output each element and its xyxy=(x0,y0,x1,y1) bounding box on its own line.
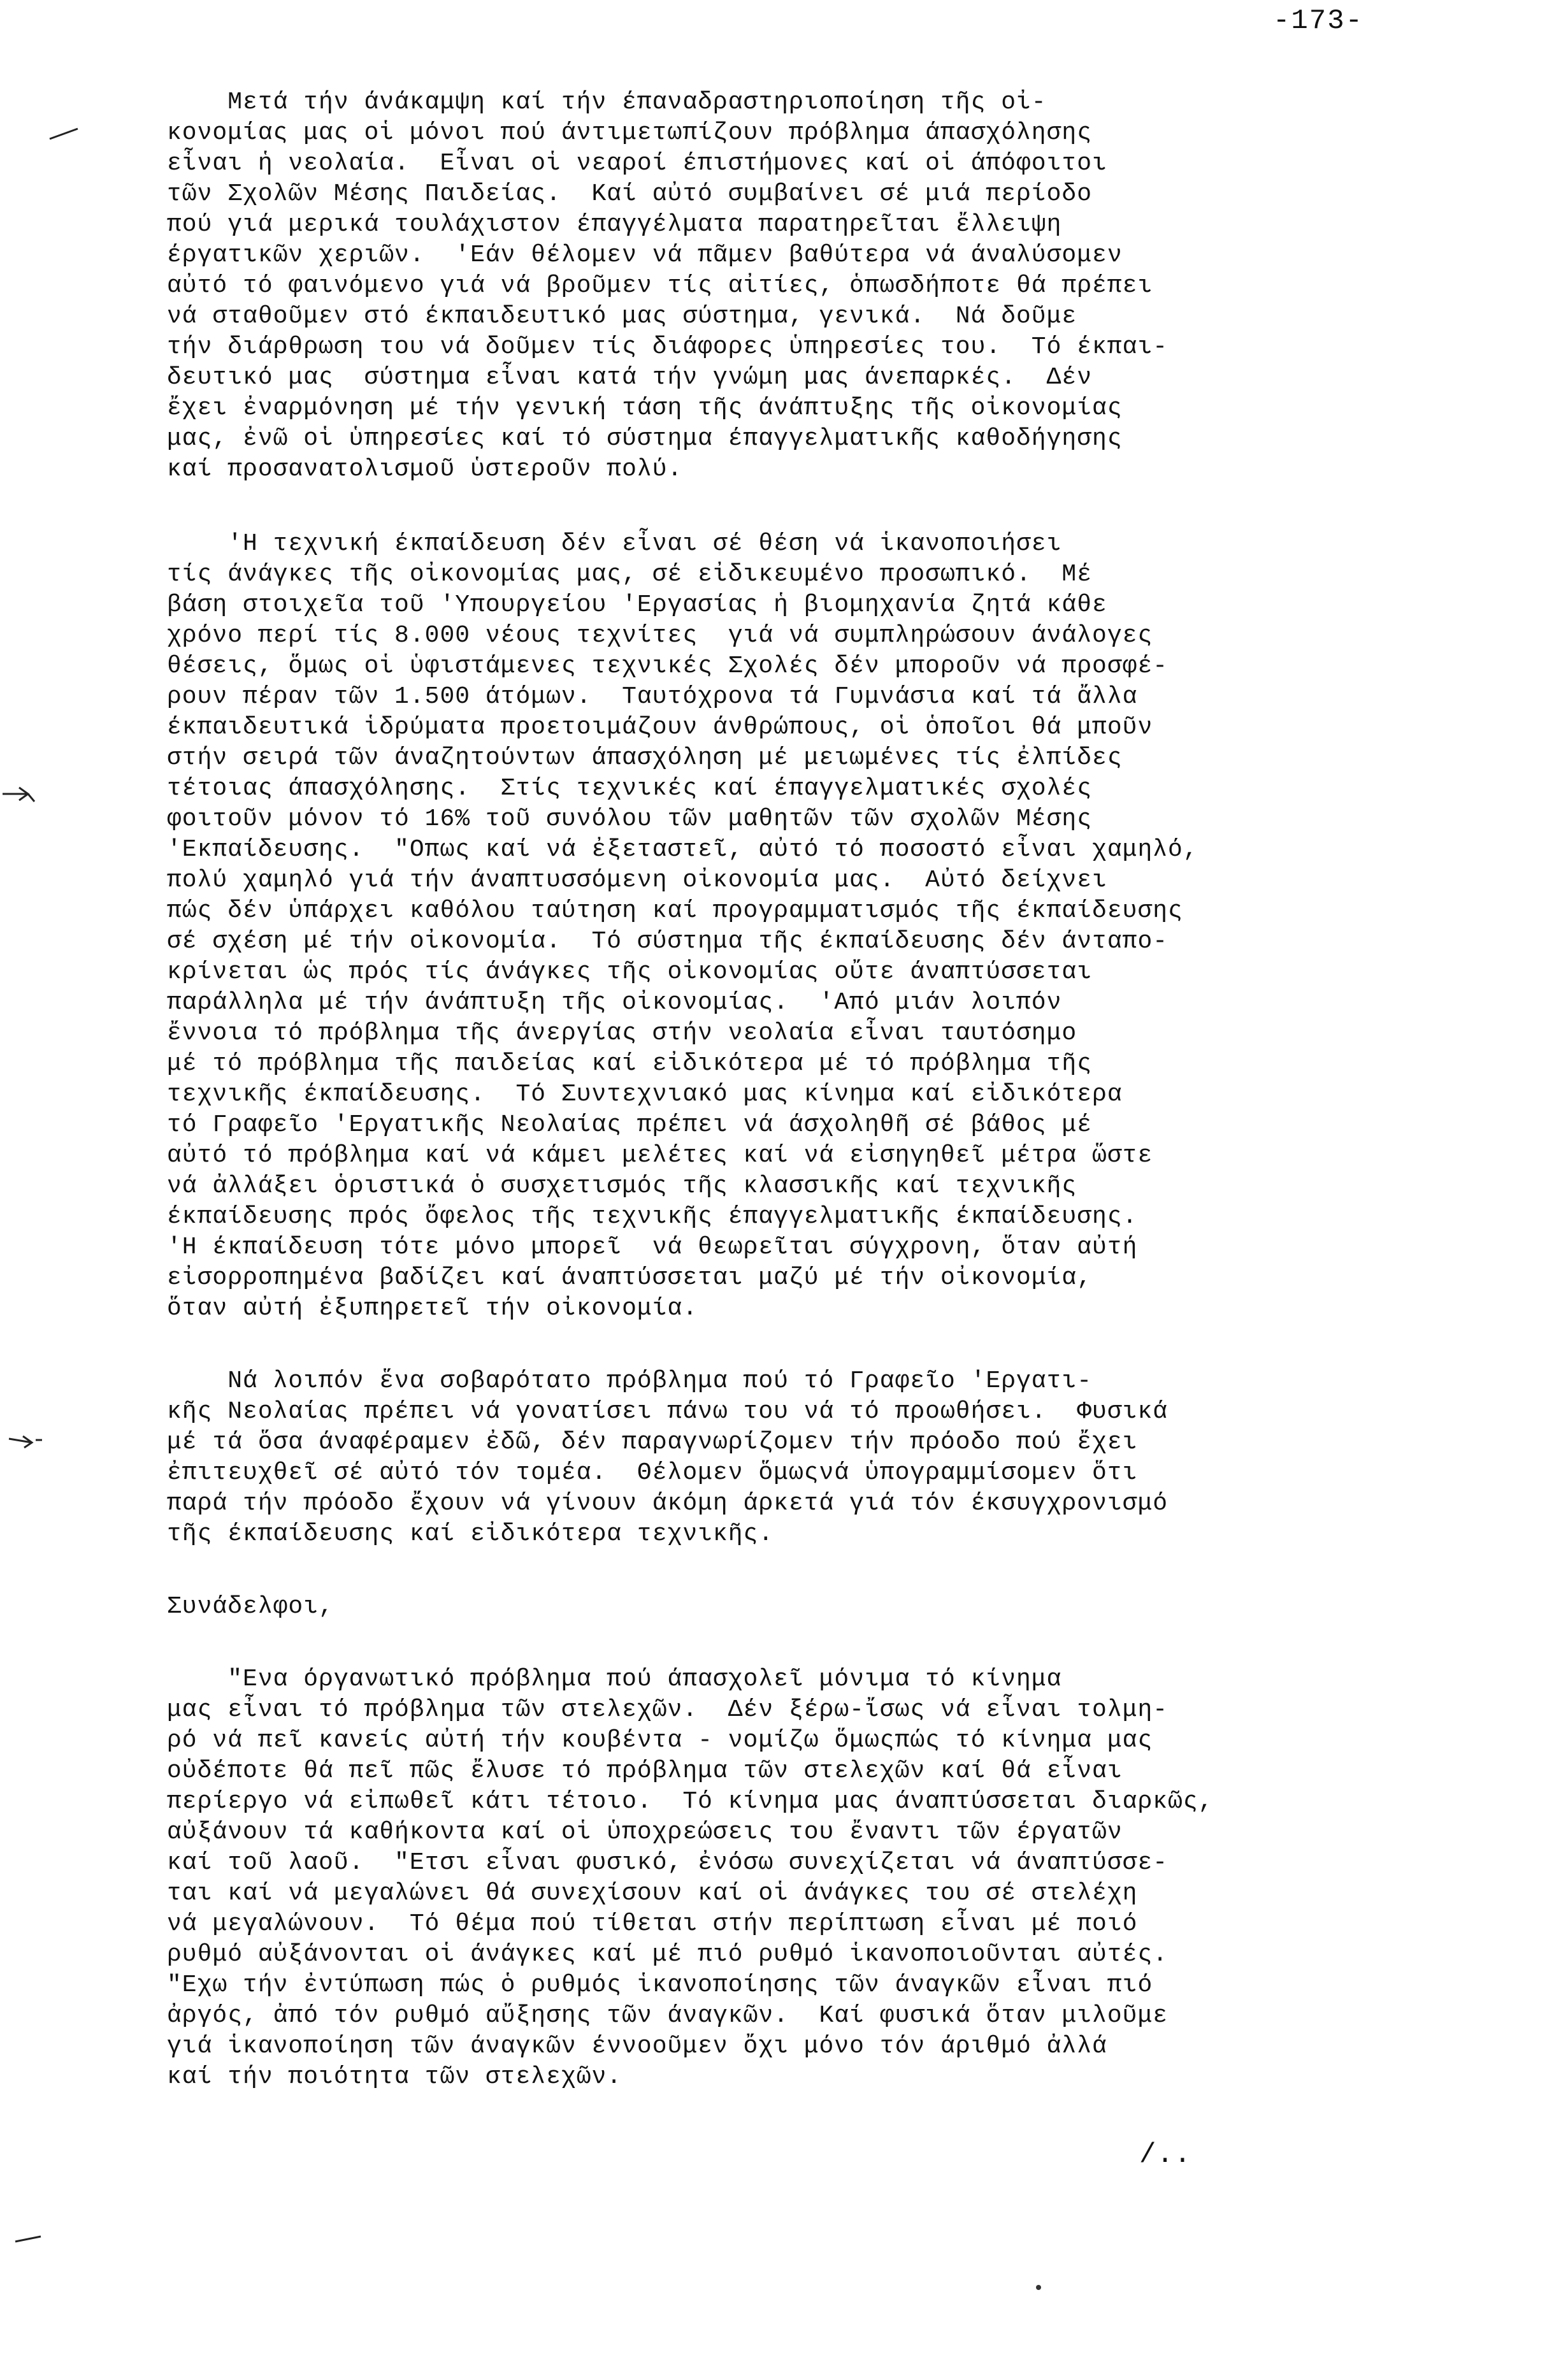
text-line: παράλληλα μέ τήν άνάπτυξη τῆς οἰκονομίας. 'Από μιάν λοιπόν xyxy=(167,989,1062,1016)
text-line: 'Η έκπαίδευση τότε μόνο μπορεῖ νά θεωρεῖται σύγχρονη, ὅταν αὐτή xyxy=(167,1234,1138,1261)
text-line: κῆς Νεολαίας πρέπει νά γονατίσει πάνω του νά τό προωθήσει. Φυσικά xyxy=(167,1398,1169,1425)
text-line: "Ενα όργανωτικό πρόβλημα πού άπασχολεῖ μόνιμα τό κίνημα xyxy=(167,1666,1062,1693)
text-line: ὅταν αὐτή ἐξυπηρετεῖ τήν οἰκονομία. xyxy=(167,1295,698,1322)
margin-tick-icon xyxy=(9,2230,47,2249)
text-line: αὐτό τό φαινόμενο γιά νά βροῦμεν τίς αἰτίες, ὁπωσδήποτε θά πρέπει xyxy=(167,272,1153,299)
text-line: νά μεγαλώνουν. Τό θέμα πού τίθεται στήν περίπτωση εἶναι μέ ποιό xyxy=(167,1910,1138,1938)
text-line: τῆς έκπαίδευσης καί εἰδικότερα τεχνικῆς. xyxy=(167,1520,774,1548)
text-line: ρουν πέραν τῶν 1.500 άτόμων. Ταυτόχρονα τά Γυμνάσια καί τά ἄλλα xyxy=(167,683,1138,710)
text-line: εἶναι ἡ νεολαία. Εἶναι οἱ νεαροί έπιστήμονες καί οἱ άπόφοιτοι xyxy=(167,150,1107,177)
speck-icon xyxy=(1032,2281,1045,2294)
text-line: νά σταθοῦμεν στό έκπαιδευτικό μας σύστημα, γενικά. Νά δοῦμε xyxy=(167,303,1077,330)
text-line: Νά λοιπόν ἕνα σοβαρότατο πρόβλημα πού τό Γραφεῖο 'Εργατι- xyxy=(167,1367,1093,1395)
text-line: κρίνεται ὡς πρός τίς άνάγκες τῆς οἰκονομίας οὔτε άναπτύσσεται xyxy=(167,958,1093,986)
text-line: τήν διάρθρωση του νά δοῦμεν τίς διάφορες ὑπηρεσίες του. Τό έκπαι- xyxy=(167,333,1169,361)
text-line: δευτικό μας σύστημα εἶναι κατά τήν γνώμη μας άνεπαρκές. Δέν xyxy=(167,364,1093,391)
text-line: έκπαιδευτικά ἱδρύματα προετοιμάζουν άνθρώπους, οἱ ὁποῖοι θά μποῦν xyxy=(167,714,1153,741)
text-line: μέ τά ὅσα άναφέραμεν ἐδῶ, δέν παραγνωρίζομεν τήν πρόοδο πού ἔχει xyxy=(167,1429,1138,1456)
text-line: 'Η τεχνική έκπαίδευση δέν εἶναι σέ θέση νά ἱκανοποιήσει xyxy=(167,530,1062,558)
text-line: έργατικῶν χεριῶν. 'Εάν θέλομεν νά πᾶμεν βαθύτερα νά άναλύσομεν xyxy=(167,241,1123,269)
margin-arrow-icon xyxy=(6,1430,45,1449)
text-line: ρυθμό αὐξάνονται οἱ άνάγκες καί μέ πιό ρυθμό ἱκανοποιοῦνται αὐτές. xyxy=(167,1941,1169,1968)
text-line: τέτοιας άπασχόλησης. Στίς τεχνικές καί έπαγγελματικές σχολές xyxy=(167,775,1093,802)
text-line: μέ τό πρόβλημα τῆς παιδείας καί εἰδικότερα μέ τό πρόβλημα τῆς xyxy=(167,1050,1093,1077)
text-line: ται καί νά μεγαλώνει θά συνεχίσουν καί οἱ άνάγκες του σέ στελέχη xyxy=(167,1880,1138,1907)
text-line: τεχνικῆς έκπαίδευσης. Τό Συντεχνιακό μας κίνημα καί εἰδικότερα xyxy=(167,1081,1123,1108)
continuation-mark: /.. xyxy=(1139,2139,1192,2171)
text-line: καί τοῦ λαοῦ. "Ετσι εἶναι φυσικό, ἐνόσω συνεχίζεται νά άναπτύσσε- xyxy=(167,1849,1169,1876)
text-line: πώς δέν ὑπάρχει καθόλου ταύτηση καί προγραμματισμός τῆς έκπαίδευσης xyxy=(167,897,1183,925)
text-line: θέσεις, ὅμως οἱ ὑφιστάμενες τεχνικές Σχολές δέν μποροῦν νά προσφέ- xyxy=(167,652,1169,680)
text-line: ἐπιτευχθεῖ σέ αὐτό τόν τομέα. Θέλομεν ὅμωςνά ὑπογραμμίσομεν ὅτι xyxy=(167,1459,1138,1487)
text-line: τό Γραφεῖο 'Εργατικῆς Νεολαίας πρέπει νά άσχοληθῆ σέ βάθος μέ xyxy=(167,1111,1093,1139)
text-line: ἔχει ἐναρμόνηση μέ τήν γενική τάση τῆς άνάπτυξης τῆς οἰκονομίας xyxy=(167,394,1123,422)
text-line: τῶν Σχολῶν Μέσης Παιδείας. Καί αὐτό συμβαίνει σέ μιά περίοδο xyxy=(167,180,1093,208)
text-line: εἰσορροπημένα βαδίζει καί άναπτύσσεται μαζύ μέ τήν οἰκονομία, xyxy=(167,1264,1093,1292)
text-line: ἔννοια τό πρόβλημα τῆς άνεργίας στήν νεολαία εἶναι ταυτόσημο xyxy=(167,1019,1077,1047)
text-line: ρό νά πεῖ κανείς αὐτή τήν κουβέντα - νομίζω ὅμωςπώς τό κίνημα μας xyxy=(167,1727,1153,1754)
text-line: αὐτό τό πρόβλημα καί νά κάμει μελέτες καί νά εἰσηγηθεῖ μέτρα ὥστε xyxy=(167,1142,1153,1169)
text-line: ἀργός, ἀπό τόν ρυθμό αὔξησης τῶν άναγκῶν. Καί φυσικά ὅταν μιλοῦμε xyxy=(167,2002,1169,2029)
margin-arrow-icon xyxy=(0,785,38,804)
text-line: πολύ χαμηλό γιά τήν άναπτυσσόμενη οἰκονομία μας. Αὐτό δείχνει xyxy=(167,867,1107,894)
text-line: περίεργο νά εἰπωθεῖ κάτι τέτοιο. Τό κίνημα μας άναπτύσσεται διαρκῶς, xyxy=(167,1788,1214,1815)
text-line: χρόνο περί τίς 8.000 νέους τεχνίτες γιά νά συμπληρώσουν άνάλογες xyxy=(167,622,1153,649)
text-line: 'Εκπαίδευσης. "Οπως καί νά ἐξεταστεῖ, αὐτό τό ποσοστό εἶναι χαμηλό, xyxy=(167,836,1198,863)
text-line: στήν σειρά τῶν άναζητούντων άπασχόληση μέ μειωμένες τίς ἐλπίδες xyxy=(167,744,1123,772)
text-line: "Εχω τήν ἐντύπωση πώς ὁ ρυθμός ἱκανοποίησης τῶν άναγκῶν εἶναι πιό xyxy=(167,1971,1153,1999)
margin-tick-icon xyxy=(45,125,83,144)
text-line: οὐδέποτε θά πεῖ πῶς ἔλυσε τό πρόβλημα τῶν στελεχῶν καί θά εἶναι xyxy=(167,1757,1123,1785)
text-line: νά ἀλλάξει ὁριστικά ὁ συσχετισμός τῆς κλασσικῆς καί τεχνικῆς xyxy=(167,1172,1077,1200)
text-line: γιά ἱκανοποίηση τῶν άναγκῶν έννοοῦμεν ὄχι μόνο τόν άριθμό ἀλλά xyxy=(167,2033,1107,2060)
text-line: φοιτοῦν μόνον τό 16% τοῦ συνόλου τῶν μαθητῶν τῶν σχολῶν Μέσης xyxy=(167,805,1093,833)
text-line: βάση στοιχεῖα τοῦ 'Υπουργείου 'Εργασίας ἡ βιομηχανία ζητά κάθε xyxy=(167,591,1107,619)
text-line: σέ σχέση μέ τήν οἰκονομία. Τό σύστημα τῆς έκπαίδευσης δέν άνταπο- xyxy=(167,928,1169,955)
text-line: πού γιά μερικά τουλάχιστον έπαγγέλματα παρατηρεῖται ἔλλειψη xyxy=(167,211,1062,238)
text-line: καί προσανατολισμοῦ ὑστεροῦν πολύ. xyxy=(167,456,683,483)
text-line: κονομίας μας οἱ μόνοι πού άντιμετωπίζουν πρόβλημα άπασχόλησης xyxy=(167,119,1093,147)
text-line: παρά τήν πρόοδο ἔχουν νά γίνουν άκόμη άρκετά γιά τόν έκσυγχρονισμό xyxy=(167,1490,1169,1517)
page-number: -173- xyxy=(1273,5,1364,37)
text-line: καί τήν ποιότητα τῶν στελεχῶν. xyxy=(167,2063,622,2091)
text-line: Μετά τήν άνάκαμψη καί τήν έπαναδραστηριοποίηση τῆς οἰ- xyxy=(167,89,1047,116)
salutation: Συνάδελφοι, xyxy=(167,1593,334,1620)
text-line: μας, ἐνῶ οἱ ὑπηρεσίες καί τό σύστημα έπαγγελματικῆς καθοδήγησης xyxy=(167,425,1123,452)
text-line: μας εἶναι τό πρόβλημα τῶν στελεχῶν. Δέν ξέρω-ἴσως νά εἶναι τολμη- xyxy=(167,1696,1169,1724)
text-line: αὐξάνουν τά καθήκοντα καί οἱ ὑποχρεώσεις του ἔναντι τῶν έργατῶν xyxy=(167,1818,1123,1846)
text-line: έκπαίδευσης πρός ὄφελος τῆς τεχνικῆς έπαγγελματικῆς έκπαίδευσης. xyxy=(167,1203,1138,1230)
text-line: τίς άνάγκες τῆς οἰκονομίας μας, σέ εἰδικευμένο προσωπικό. Μέ xyxy=(167,561,1093,588)
